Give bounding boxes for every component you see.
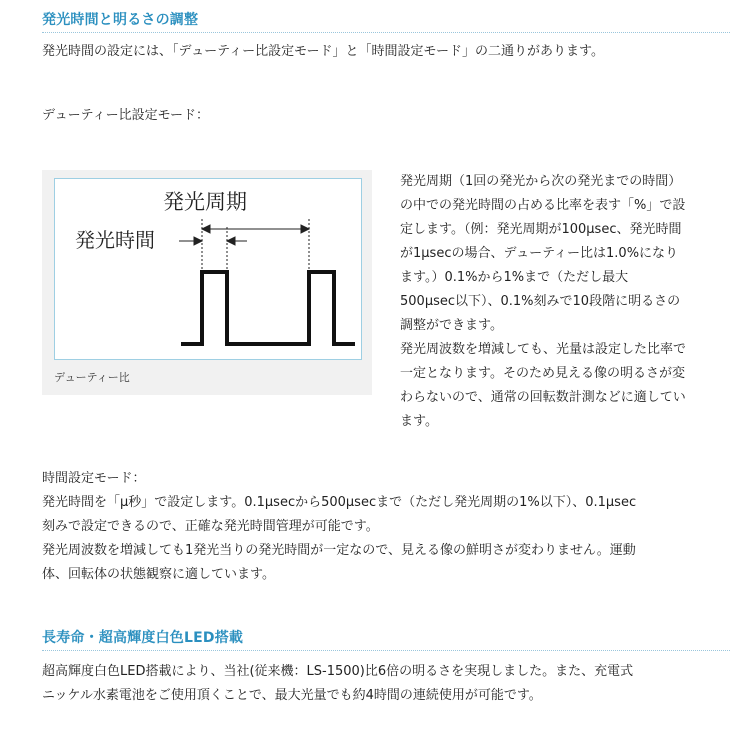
time-mode-line: 体、回転体の状態観察に適しています。 — [42, 567, 275, 582]
description-line: わらないので、通常の回転数計測などに適してい — [400, 390, 686, 405]
pulse-waveform — [181, 272, 355, 344]
description-line: 発光周波数を増減しても、光量は設定した比率で — [400, 342, 687, 357]
description-line: ます。 — [400, 414, 438, 429]
pulse-waveform-diagram — [55, 179, 361, 359]
period-label: 発光周期 — [163, 190, 247, 214]
description-line: の中での発光時間の占める比率を表す「%」で設 — [400, 198, 686, 213]
description-line: ます。）0.1%から1%まで（ただし最大 — [400, 270, 629, 285]
description-line: 一定となります。そのため見える像の明るさが変 — [400, 366, 685, 381]
intro-text: 発光時間の設定には、「デューティー比設定モード」と「時間設定モード」の二通りがあります。 — [42, 44, 604, 59]
guide-lines — [202, 219, 309, 274]
section-heading-led: 長寿命・超高輝度白色LED搭載 — [42, 630, 244, 646]
led-description-line: ニッケル水素電池をご使用頂くことで、最大光量でも約4時間の連続使用が可能です。 — [42, 688, 542, 703]
duty-ratio-diagram — [54, 178, 362, 360]
led-description-line: 超高輝度白色LED搭載により、当社(従来機：LS-1500)比6倍の明るさを実現しました。また、充電式 — [42, 664, 634, 679]
description-line: 調整ができます。 — [400, 318, 503, 333]
time-mode-label: 時間設定モード： — [42, 471, 146, 486]
description-line: が1μsecの場合、デューティー比は1.0%になり — [400, 246, 679, 261]
description-line: 定します。（例：発光周期が100μsec、発光時間 — [400, 222, 682, 237]
duty-ratio-figure — [42, 170, 372, 395]
duty-mode-label: デューティー比設定モード： — [42, 108, 210, 123]
heading-divider — [42, 32, 730, 33]
section-heading-emission-time: 発光時間と明るさの調整 — [42, 12, 199, 28]
description-line: 発光周期（1回の発光から次の発光までの時間） — [400, 174, 682, 189]
duty-mode-description — [400, 170, 736, 434]
heading-divider — [42, 650, 730, 651]
time-mode-line: 発光時間を「μ秒」で設定します。0.1μsecから500μsecまで（ただし発光周期の1%以下）、0.1μsec — [42, 495, 637, 510]
time-arrows — [179, 237, 247, 245]
time-label: 発光時間 — [75, 228, 155, 252]
figure-caption: デューティー比 — [54, 371, 130, 384]
time-mode-line: 発光周波数を増減しても1発光当りの発光時間が一定なので、見える像の鮮明さが変わりません。運動 — [42, 543, 636, 558]
description-line: 500μsec以下）、0.1%刻みで10段階に明るさの — [400, 294, 681, 309]
period-arrow — [202, 225, 309, 233]
time-mode-line: 刻みで設定できるので、正確な発光時間管理が可能です。 — [42, 519, 379, 534]
